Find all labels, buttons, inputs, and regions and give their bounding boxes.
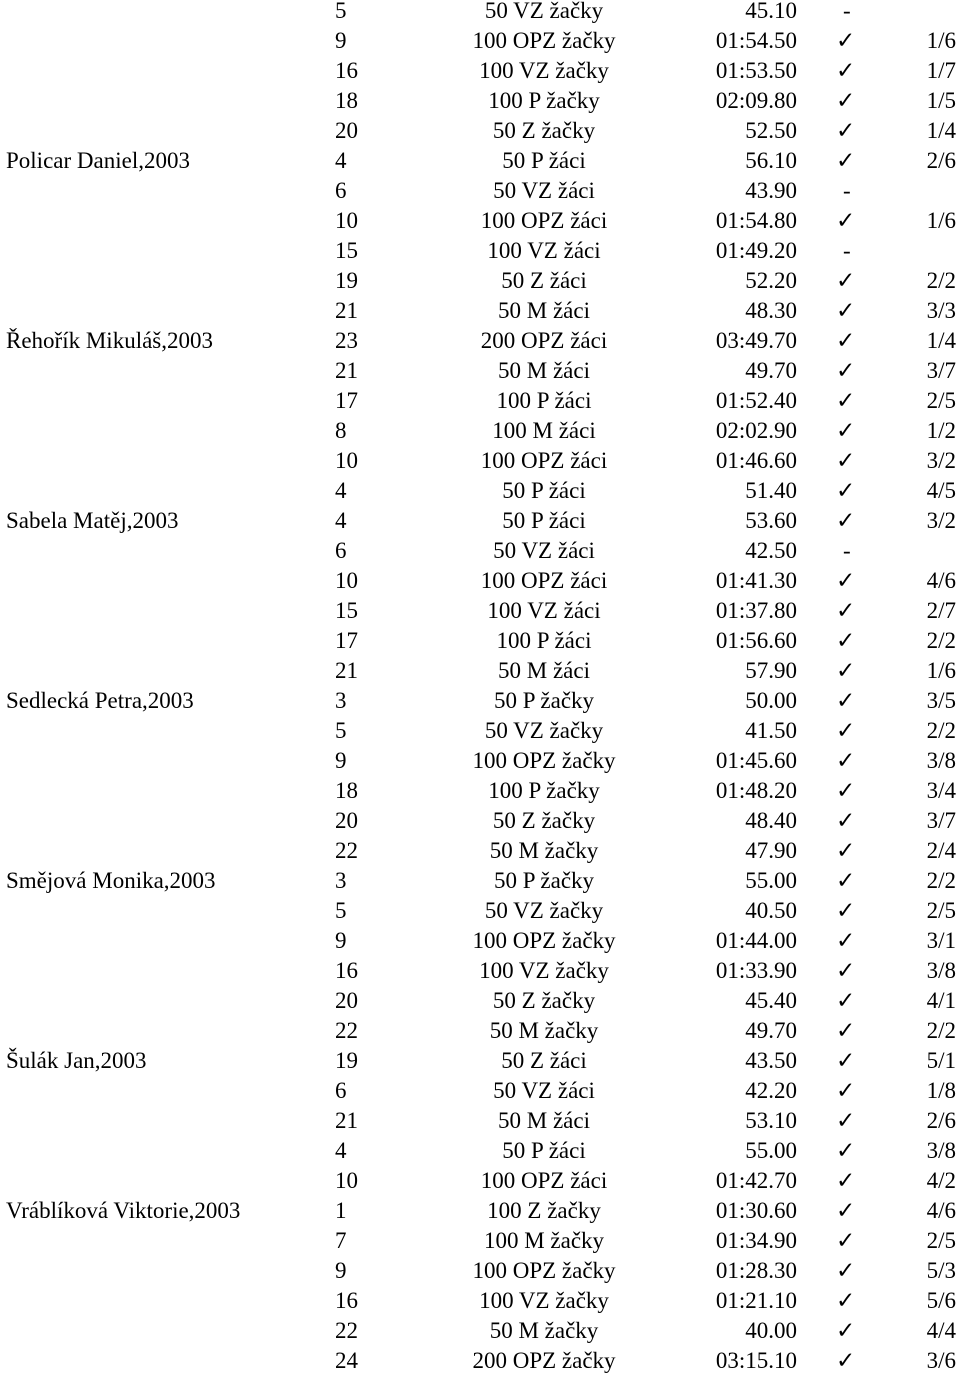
result-row: [0, 0, 960, 26]
result-row: [0, 866, 960, 896]
result-row: [0, 206, 960, 236]
discipline: 50 Z žačky: [492, 808, 596, 833]
discipline: 50 Z žáci: [501, 268, 587, 293]
placement: 3/5: [926, 688, 956, 713]
discipline: 50 M žáci: [498, 358, 590, 383]
check-icon: ✓: [836, 268, 856, 293]
race-time: 55.00: [745, 1138, 797, 1163]
result-row: [0, 386, 960, 416]
result-row: [0, 836, 960, 866]
event-number: 4: [335, 508, 347, 533]
discipline: 50 M žáci: [498, 658, 590, 683]
check-icon: ✓: [836, 478, 856, 503]
race-time: 45.10: [745, 0, 797, 23]
discipline: 50 P žáci: [502, 148, 586, 173]
placement: 1/5: [926, 88, 956, 113]
race-time: 55.00: [745, 868, 797, 893]
result-row: [0, 1016, 960, 1046]
discipline: 200 OPZ žačky: [472, 1348, 616, 1373]
discipline: 50 VZ žačky: [484, 718, 604, 743]
discipline: 50 VZ žáci: [493, 538, 595, 563]
discipline: 200 OPZ žáci: [480, 328, 608, 353]
event-number: 20: [335, 118, 358, 143]
placement: 2/2: [926, 268, 956, 293]
result-row: [0, 446, 960, 476]
discipline: 100 M žáci: [492, 418, 596, 443]
event-number: 10: [335, 208, 358, 233]
placement: 3/1: [926, 928, 956, 953]
result-row: [0, 506, 960, 536]
event-number: 18: [335, 778, 358, 803]
result-row: [0, 56, 960, 86]
check-icon: ✓: [836, 898, 856, 923]
race-time: 42.50: [745, 538, 797, 563]
event-number: 21: [335, 1108, 358, 1133]
placement: 2/6: [926, 1108, 956, 1133]
placement: 4/6: [926, 568, 956, 593]
race-time: 51.40: [745, 478, 797, 503]
check-icon: ✓: [836, 1018, 856, 1043]
result-row: [0, 1076, 960, 1106]
result-row: [0, 1136, 960, 1166]
check-icon: ✓: [836, 208, 856, 233]
swimmer-name: Smějová Monika,2003: [6, 868, 216, 893]
discipline: 50 P žačky: [493, 868, 595, 893]
check-icon: ✓: [836, 28, 856, 53]
discipline: 50 M žáci: [498, 1108, 590, 1133]
check-icon: ✓: [836, 1078, 856, 1103]
swimmer-name: Sedlecká Petra,2003: [6, 688, 194, 713]
discipline: 100 Z žačky: [487, 1198, 601, 1223]
check-icon: ✓: [836, 1348, 856, 1373]
placement: 2/2: [926, 868, 956, 893]
discipline: 50 P žačky: [493, 688, 595, 713]
result-row: [0, 176, 960, 206]
race-time: 03:15.10: [715, 1348, 797, 1373]
check-icon: ✓: [836, 928, 856, 953]
event-number: 19: [335, 268, 358, 293]
check-icon: ✓: [836, 748, 856, 773]
event-number: 3: [335, 868, 347, 893]
placement: 5/1: [926, 1048, 956, 1073]
discipline: 50 VZ žačky: [484, 898, 604, 923]
event-number: 4: [335, 478, 347, 503]
result-row: [0, 236, 960, 266]
event-number: 23: [335, 328, 358, 353]
placement: 3/8: [926, 958, 956, 983]
event-number: 20: [335, 808, 358, 833]
result-row: [0, 116, 960, 146]
placement: 2/5: [926, 898, 956, 923]
race-time: 41.50: [745, 718, 797, 743]
race-time: 48.30: [745, 298, 797, 323]
race-time: 43.90: [745, 178, 797, 203]
event-number: 6: [335, 1078, 347, 1103]
check-icon: ✓: [836, 658, 856, 683]
placement: 2/4: [926, 838, 956, 863]
event-number: 15: [335, 598, 358, 623]
discipline: 100 VZ žačky: [479, 958, 609, 983]
discipline: 50 Z žáci: [501, 1048, 587, 1073]
placement: 2/5: [926, 388, 956, 413]
event-number: 15: [335, 238, 358, 263]
check-icon: ✓: [836, 1228, 856, 1253]
swimmer-name: Sabela Matěj,2003: [6, 508, 179, 533]
race-time: 52.50: [745, 118, 797, 143]
discipline: 100 OPZ žačky: [472, 748, 616, 773]
result-row: [0, 356, 960, 386]
result-row: [0, 26, 960, 56]
event-number: 5: [335, 718, 347, 743]
race-time: 49.70: [745, 1018, 797, 1043]
event-number: 5: [335, 0, 347, 23]
check-icon: ✓: [836, 778, 856, 803]
discipline: 100 VZ žačky: [479, 58, 609, 83]
check-icon: ✓: [836, 328, 856, 353]
check-icon: ✓: [836, 448, 856, 473]
race-time: 02:02.90: [715, 418, 797, 443]
placement: 5/3: [926, 1258, 956, 1283]
check-icon: ✓: [836, 838, 856, 863]
result-row: [0, 1346, 960, 1376]
race-time: 47.90: [745, 838, 797, 863]
placement: 4/1: [926, 988, 956, 1013]
check-icon: ✓: [836, 988, 856, 1013]
placement: 1/6: [926, 658, 956, 683]
check-icon: ✓: [836, 1138, 856, 1163]
event-number: 24: [335, 1348, 358, 1373]
race-time: 01:41.30: [715, 568, 797, 593]
discipline: 100 P žáci: [496, 628, 592, 653]
placement: 1/2: [926, 418, 956, 443]
discipline: 100 OPZ žáci: [480, 1168, 608, 1193]
race-time: 01:33.90: [715, 958, 797, 983]
race-time: 01:45.60: [715, 748, 797, 773]
race-time: 42.20: [745, 1078, 797, 1103]
check-icon: ✓: [836, 388, 856, 413]
check-icon: ✓: [836, 358, 856, 383]
placement: 4/2: [926, 1168, 956, 1193]
result-row: [0, 686, 960, 716]
placement: 3/8: [926, 748, 956, 773]
placement: 3/2: [926, 448, 956, 473]
discipline: 100 P žáci: [496, 388, 592, 413]
result-row: [0, 1256, 960, 1286]
result-row: [0, 326, 960, 356]
placement: 3/8: [926, 1138, 956, 1163]
placement: 3/4: [926, 778, 956, 803]
check-icon: ✓: [836, 1048, 856, 1073]
discipline: 50 VZ žáci: [493, 178, 595, 203]
placement: 2/2: [926, 1018, 956, 1043]
race-time: 52.20: [745, 268, 797, 293]
placement: 1/6: [926, 28, 956, 53]
race-time: 01:21.10: [715, 1288, 797, 1313]
placement: 3/7: [926, 808, 956, 833]
race-time: 53.60: [745, 508, 797, 533]
check-icon: ✓: [836, 1198, 856, 1223]
discipline: 100 OPZ žačky: [472, 928, 616, 953]
result-row: [0, 416, 960, 446]
event-number: 21: [335, 298, 358, 323]
result-row: [0, 716, 960, 746]
event-number: 21: [335, 658, 358, 683]
result-row: [0, 896, 960, 926]
result-row: [0, 1106, 960, 1136]
swimmer-name: Vráblíková Viktorie,2003: [6, 1198, 241, 1223]
race-time: 01:46.60: [715, 448, 797, 473]
race-time: 45.40: [745, 988, 797, 1013]
placement: 5/6: [926, 1288, 956, 1313]
race-time: 01:42.70: [715, 1168, 797, 1193]
event-number: 4: [335, 148, 347, 173]
event-number: 4: [335, 1138, 347, 1163]
event-number: 22: [335, 1018, 358, 1043]
result-row: [0, 476, 960, 506]
swimmer-name: Šulák Jan,2003: [6, 1048, 147, 1073]
race-time: 01:54.50: [715, 28, 797, 53]
placement: 2/5: [926, 1228, 956, 1253]
race-time: 01:48.20: [715, 778, 797, 803]
race-time: 02:09.80: [715, 88, 797, 113]
discipline: 50 P žáci: [502, 508, 586, 533]
placement: 3/6: [926, 1348, 956, 1373]
check-icon: ✓: [836, 718, 856, 743]
event-number: 22: [335, 1318, 358, 1343]
discipline: 100 OPZ žáci: [480, 208, 608, 233]
check-icon: ✓: [836, 118, 856, 143]
race-time: 03:49.70: [715, 328, 797, 353]
discipline: 50 M žačky: [489, 838, 599, 863]
swimmer-name: Řehořík Mikuláš,2003: [6, 328, 213, 353]
discipline: 50 M žáci: [498, 298, 590, 323]
placement: 1/6: [926, 208, 956, 233]
race-time: 01:53.50: [715, 58, 797, 83]
event-number: 17: [335, 628, 358, 653]
discipline: 100 VZ žačky: [479, 1288, 609, 1313]
result-row: [0, 746, 960, 776]
event-number: 21: [335, 358, 358, 383]
check-icon: ✓: [836, 418, 856, 443]
check-icon: ✓: [836, 808, 856, 833]
event-number: 5: [335, 898, 347, 923]
result-row: [0, 596, 960, 626]
race-time: 01:34.90: [715, 1228, 797, 1253]
result-row: [0, 566, 960, 596]
check-icon: ✓: [836, 1108, 856, 1133]
discipline: 100 VZ žáci: [487, 238, 601, 263]
check-icon: ✓: [836, 628, 856, 653]
event-number: 1: [335, 1198, 347, 1223]
placement: 2/6: [926, 148, 956, 173]
check-icon: ✓: [836, 1168, 856, 1193]
check-icon: ✓: [836, 568, 856, 593]
race-time: 01:49.20: [715, 238, 797, 263]
race-time: 57.90: [745, 658, 797, 683]
discipline: 100 OPZ žačky: [472, 1258, 616, 1283]
result-row: [0, 986, 960, 1016]
check-icon: ✓: [836, 598, 856, 623]
race-time: 01:54.80: [715, 208, 797, 233]
event-number: 16: [335, 1288, 358, 1313]
race-time: 49.70: [745, 358, 797, 383]
result-row: [0, 296, 960, 326]
race-time: 53.10: [745, 1108, 797, 1133]
result-row: [0, 1316, 960, 1346]
event-number: 9: [335, 1258, 347, 1283]
discipline: 50 P žáci: [502, 478, 586, 503]
placement: 2/7: [926, 598, 956, 623]
race-time: 01:52.40: [715, 388, 797, 413]
dash-mark: -: [843, 238, 851, 263]
check-icon: ✓: [836, 868, 856, 893]
discipline: 50 M žačky: [489, 1318, 599, 1343]
result-row: [0, 1286, 960, 1316]
race-time: 01:44.00: [715, 928, 797, 953]
race-time: 01:28.30: [715, 1258, 797, 1283]
race-time: 56.10: [745, 148, 797, 173]
placement: 3/3: [926, 298, 956, 323]
result-row: [0, 86, 960, 116]
check-icon: ✓: [836, 508, 856, 533]
discipline: 50 VZ žáci: [493, 1078, 595, 1103]
placement: 1/4: [926, 118, 956, 143]
result-row: [0, 1196, 960, 1226]
event-number: 3: [335, 688, 347, 713]
check-icon: ✓: [836, 1318, 856, 1343]
swimmer-name: Policar Daniel,2003: [6, 148, 190, 173]
event-number: 16: [335, 958, 358, 983]
dash-mark: -: [843, 178, 851, 203]
dash-mark: -: [843, 0, 851, 23]
event-number: 22: [335, 838, 358, 863]
discipline: 50 Z žačky: [492, 118, 596, 143]
placement: 2/2: [926, 718, 956, 743]
dash-mark: -: [843, 538, 851, 563]
discipline: 100 OPZ žáci: [480, 568, 608, 593]
check-icon: ✓: [836, 88, 856, 113]
event-number: 6: [335, 538, 347, 563]
event-number: 10: [335, 1168, 358, 1193]
check-icon: ✓: [836, 148, 856, 173]
discipline: 100 M žačky: [483, 1228, 605, 1253]
check-icon: ✓: [836, 58, 856, 83]
race-time: 01:56.60: [715, 628, 797, 653]
discipline: 100 OPZ žáci: [480, 448, 608, 473]
placement: 3/7: [926, 358, 956, 383]
event-number: 8: [335, 418, 347, 443]
placement: 2/2: [926, 628, 956, 653]
result-row: [0, 926, 960, 956]
discipline: 100 VZ žáci: [487, 598, 601, 623]
check-icon: ✓: [836, 1288, 856, 1313]
result-row: [0, 536, 960, 566]
placement: 4/5: [926, 478, 956, 503]
check-icon: ✓: [836, 958, 856, 983]
race-time: 01:37.80: [715, 598, 797, 623]
placement: 3/2: [926, 508, 956, 533]
result-row: [0, 806, 960, 836]
result-row: [0, 1226, 960, 1256]
discipline: 50 M žačky: [489, 1018, 599, 1043]
result-row: [0, 956, 960, 986]
check-icon: ✓: [836, 298, 856, 323]
placement: 4/6: [926, 1198, 956, 1223]
check-icon: ✓: [836, 688, 856, 713]
event-number: 20: [335, 988, 358, 1013]
discipline: 50 P žáci: [502, 1138, 586, 1163]
discipline: 50 Z žačky: [492, 988, 596, 1013]
placement: 1/7: [926, 58, 956, 83]
result-row: [0, 146, 960, 176]
event-number: 19: [335, 1048, 358, 1073]
result-row: [0, 1046, 960, 1076]
result-row: [0, 626, 960, 656]
placement: 1/8: [926, 1078, 956, 1103]
race-time: 43.50: [745, 1048, 797, 1073]
placement: 4/4: [926, 1318, 956, 1343]
discipline: 100 P žačky: [488, 88, 600, 113]
event-number: 16: [335, 58, 358, 83]
discipline: 100 OPZ žačky: [472, 28, 616, 53]
race-time: 40.00: [745, 1318, 797, 1343]
event-number: 9: [335, 28, 347, 53]
event-number: 9: [335, 928, 347, 953]
discipline: 100 P žačky: [488, 778, 600, 803]
event-number: 18: [335, 88, 358, 113]
event-number: 10: [335, 568, 358, 593]
discipline: 50 VZ žačky: [484, 0, 604, 23]
result-row: [0, 656, 960, 686]
result-row: [0, 266, 960, 296]
event-number: 9: [335, 748, 347, 773]
result-row: [0, 776, 960, 806]
race-time: 01:30.60: [715, 1198, 797, 1223]
check-icon: ✓: [836, 1258, 856, 1283]
result-row: [0, 1166, 960, 1196]
placement: 1/4: [926, 328, 956, 353]
race-time: 48.40: [745, 808, 797, 833]
event-number: 17: [335, 388, 358, 413]
race-time: 50.00: [745, 688, 797, 713]
event-number: 7: [335, 1228, 347, 1253]
event-number: 10: [335, 448, 358, 473]
race-time: 40.50: [745, 898, 797, 923]
event-number: 6: [335, 178, 347, 203]
